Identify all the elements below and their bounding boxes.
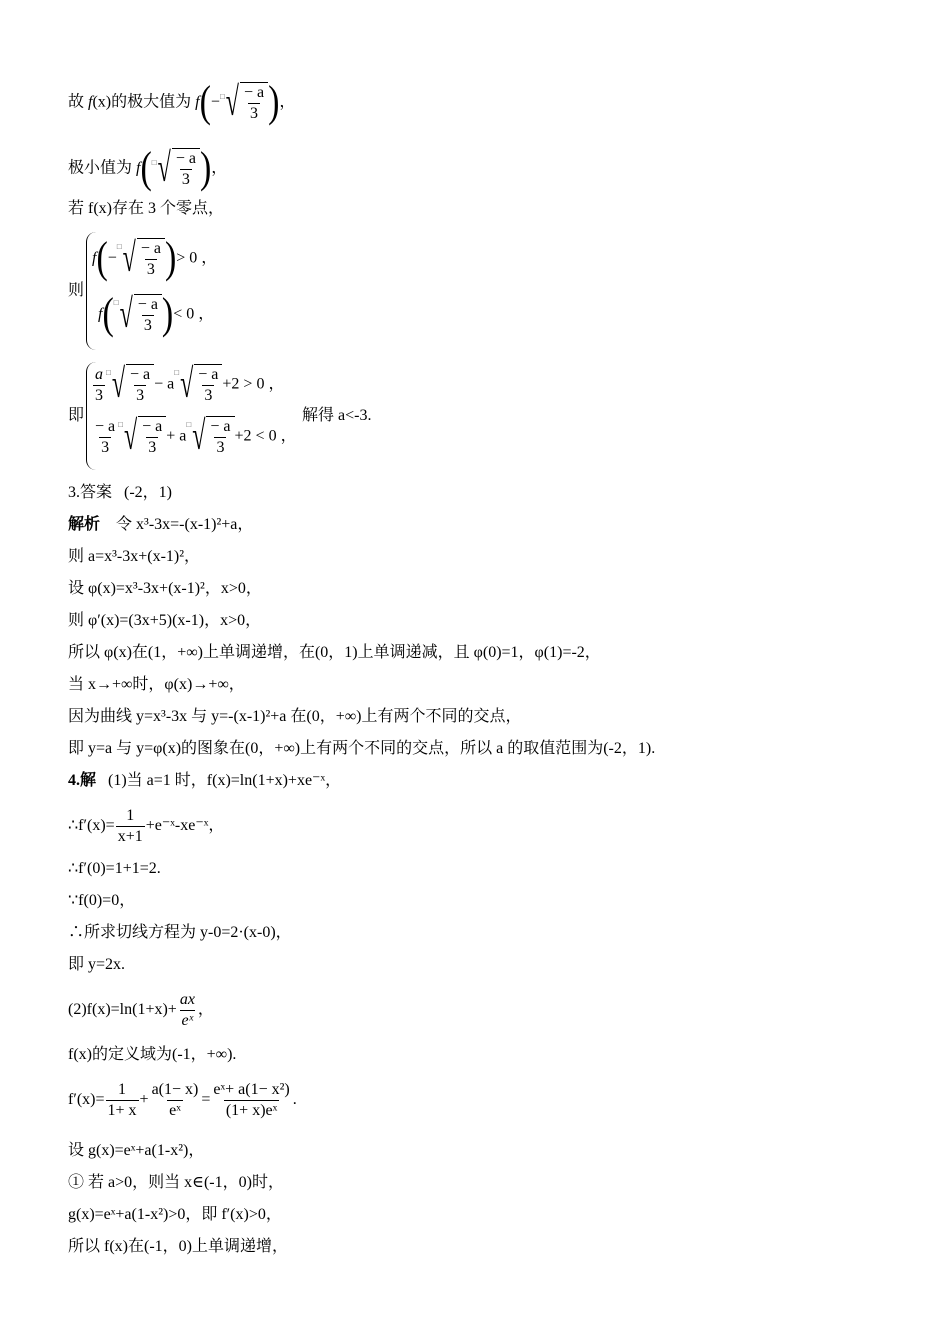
radical-sign: √ — [192, 414, 206, 460]
solution-a-range: 解得 a<-3. — [302, 407, 372, 424]
text: ∴f′(x)= — [68, 817, 115, 835]
fraction — [93, 365, 105, 406]
denominator: 3 — [95, 386, 103, 404]
text: 故 — [68, 93, 89, 111]
text: f — [92, 249, 97, 267]
system2-label: 即 — [68, 407, 85, 424]
radical-sign: √ — [123, 414, 138, 460]
numerator: − a — [243, 84, 265, 101]
denominator: 3 — [101, 438, 110, 456]
text: = — [201, 1091, 211, 1109]
text: 的极大值为 — [111, 93, 192, 111]
analysis-label: 解析 — [68, 516, 101, 533]
text: > 0 ， — [176, 249, 218, 267]
radical-sign: √ — [119, 292, 133, 338]
q4-line4: ∵f(0)=0， — [68, 892, 136, 909]
radical-index: □ — [116, 242, 122, 251]
radical — [106, 364, 154, 406]
radical-sign: √ — [122, 236, 136, 282]
radical — [220, 82, 268, 124]
q4-line11: ① 若 a>0，则当 x∈(-1，0)时， — [68, 1174, 284, 1191]
radical — [152, 148, 200, 190]
paren: ( — [96, 234, 108, 283]
text: . — [292, 1091, 297, 1109]
system1-label: 则 — [68, 282, 85, 299]
text: (1)当 a=1 时，f(x)=ln(1+x)+xe⁻ˣ， — [108, 772, 342, 789]
text: ， — [279, 93, 296, 111]
q3-line6: 当 x→+∞时，φ(x)→+∞， — [68, 676, 245, 693]
fraction — [116, 806, 145, 847]
numerator: − a — [210, 418, 231, 435]
paren: ) — [199, 144, 212, 193]
denominator: 3 — [148, 439, 157, 456]
q4-heading: 4.解 — [68, 772, 97, 789]
denominator: eˣ — [169, 1102, 181, 1119]
radical — [174, 364, 222, 406]
q3-heading: 3.答案 — [68, 484, 113, 501]
text: + — [139, 1091, 149, 1109]
fraction — [211, 1080, 291, 1121]
q4-line13: 所以 f(x)在(-1，0)上单调递增， — [68, 1238, 288, 1255]
radical-index: □ — [174, 368, 180, 377]
numerator: − a — [140, 240, 161, 257]
q3-line3: 设 φ(x)=x³-3x+(x-1)²，x>0， — [68, 580, 262, 597]
numerator: eˣ+ a(1− x²) — [213, 1081, 290, 1098]
paren: ( — [140, 144, 152, 193]
system1 — [86, 232, 346, 350]
radical — [117, 238, 165, 280]
q4-line10: 设 g(x)=eˣ+a(1-x²)， — [68, 1142, 205, 1159]
q3-line5: 所以 φ(x)在(1，+∞)上单调递增，在(0，1)上单调递减，且 φ(0)=1，φ(1)=-2， — [68, 644, 601, 661]
numerator: − a — [175, 150, 196, 167]
text: − — [210, 93, 220, 111]
fraction — [136, 295, 160, 336]
radical-index: □ — [219, 92, 225, 101]
text: f — [195, 93, 200, 111]
q3-answer: (-2，1) — [124, 484, 173, 501]
text: 令 x³-3x=-(x-1)²+a， — [116, 516, 254, 533]
text: < 0 ， — [173, 305, 215, 323]
system1-row2 — [98, 290, 215, 339]
radical-sign: √ — [225, 80, 239, 126]
system1-row1 — [92, 234, 218, 283]
q4-function-line — [68, 990, 214, 1031]
text: +e⁻ˣ-xe⁻ˣ， — [145, 817, 225, 835]
radical-sign: √ — [111, 362, 126, 408]
system2 — [86, 362, 316, 472]
fraction — [150, 1080, 201, 1121]
radical — [118, 416, 166, 458]
paren: ) — [164, 234, 177, 283]
denominator: 3 — [204, 387, 213, 404]
q3-analysis-line — [68, 514, 253, 536]
numerator: 1 — [118, 1081, 127, 1098]
numerator: a — [95, 365, 103, 383]
q4-domain-line: f(x)的定义域为(-1，+∞). — [68, 1046, 237, 1063]
denominator: 3 — [250, 105, 259, 122]
radical-index: □ — [106, 368, 111, 377]
numerator: − a — [95, 417, 116, 435]
fraction — [174, 149, 198, 190]
q4-line3: ∴f′(0)=1+1=2. — [68, 860, 161, 877]
q4-line5: ∴所求切线方程为 y-0=2·(x-0)， — [68, 924, 292, 941]
q3-answer-line — [68, 482, 172, 504]
numerator: − a — [142, 418, 163, 435]
radical-index: □ — [186, 420, 192, 429]
text: (2)f(x)=ln(1+x)+ — [68, 1001, 177, 1019]
radical-sign: √ — [157, 146, 171, 192]
q4-line1 — [68, 770, 341, 792]
q3-line2: 则 a=x³-3x+(x-1)²， — [68, 548, 201, 565]
fraction — [93, 417, 117, 458]
text: 极小值为 — [68, 159, 133, 177]
text: +2 < 0 ， — [234, 427, 297, 445]
min-value-line — [68, 144, 228, 193]
paren: ) — [161, 290, 174, 339]
denominator: eˣ — [181, 1012, 194, 1029]
denominator: 3 — [181, 171, 190, 188]
denominator: 3 — [216, 439, 225, 456]
radical — [114, 294, 162, 336]
radical-sign: √ — [180, 362, 194, 408]
paren: ( — [102, 290, 114, 339]
fraction — [128, 365, 152, 406]
fraction — [242, 83, 266, 124]
numerator: − a — [137, 296, 158, 313]
text: f′(x)= — [68, 1091, 105, 1109]
denominator: 3 — [146, 261, 155, 278]
denominator: 1+ x — [107, 1102, 137, 1119]
radical-index: □ — [118, 420, 123, 429]
denominator: (1+ x)eˣ — [225, 1102, 278, 1119]
text: f — [136, 159, 141, 177]
q4-derivative2-line — [68, 1080, 297, 1121]
paren: ) — [268, 78, 280, 127]
q3-line7: 因为曲线 y=x³-3x 与 y=-(x-1)²+a 在(0，+∞)上有两个不同的交点， — [68, 708, 522, 725]
text: + a — [166, 427, 187, 445]
fraction — [196, 365, 220, 406]
q3-line4: 则 φ′(x)=(3x+5)(x-1)，x>0， — [68, 612, 262, 629]
numerator: − a — [198, 366, 219, 383]
q4-line6: 即 y=2x. — [68, 956, 126, 973]
fraction — [208, 417, 232, 458]
text: f — [88, 93, 93, 111]
fraction — [106, 1080, 139, 1121]
numerator: 1 — [126, 807, 135, 824]
numerator: ax — [179, 991, 195, 1008]
system2-row2 — [92, 416, 297, 458]
text: ， — [211, 159, 228, 177]
fraction — [178, 990, 197, 1031]
q4-line12: g(x)=eˣ+a(1-x²)>0，即 f′(x)>0， — [68, 1206, 282, 1223]
radical — [186, 416, 234, 458]
three-zeros-line: 若 f(x)存在 3 个零点， — [68, 200, 224, 217]
paren: ( — [199, 78, 211, 127]
numerator: a(1− x) — [151, 1081, 199, 1098]
text: − a — [154, 375, 175, 393]
denominator: 3 — [136, 387, 145, 404]
fraction — [140, 417, 164, 458]
radical-index: □ — [113, 298, 119, 307]
denominator: 3 — [143, 317, 152, 334]
text: f — [98, 305, 103, 323]
fraction — [139, 239, 163, 280]
text: − — [107, 249, 117, 267]
radical-index: □ — [151, 158, 157, 167]
text: (x) — [92, 93, 112, 111]
denominator: x+1 — [117, 828, 143, 845]
q4-derivative-line — [68, 806, 224, 847]
q3-line8: 即 y=a 与 y=φ(x)的图象在(0，+∞)上有两个不同的交点，所以 a 的取值范围为(-2，1). — [68, 740, 656, 757]
numerator: − a — [130, 366, 151, 383]
text: +2 > 0 ， — [222, 375, 285, 393]
max-value-line — [68, 78, 296, 127]
text: ， — [197, 1001, 214, 1019]
system2-row1 — [92, 364, 284, 406]
